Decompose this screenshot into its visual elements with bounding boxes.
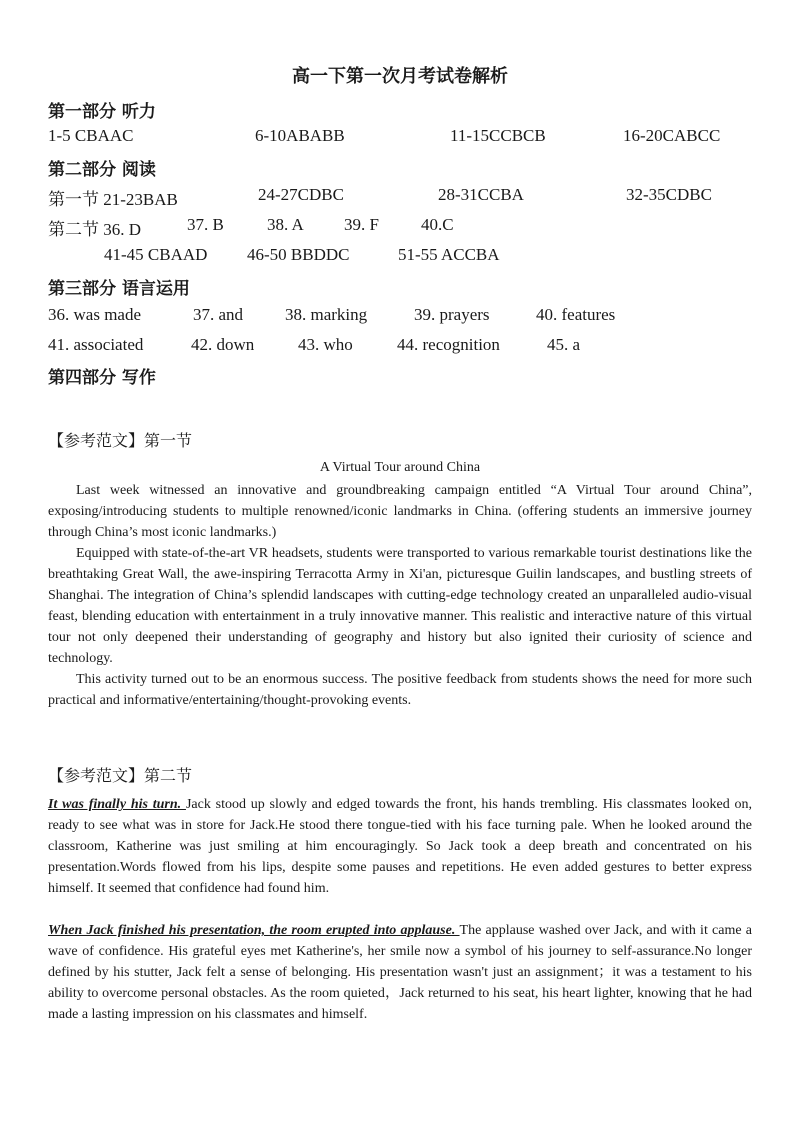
part2-s2-answer-37: 37. B bbox=[187, 215, 224, 234]
part2-s1-answer-3: 28-31CCBA bbox=[438, 185, 524, 204]
essay1-title: A Virtual Tour around China bbox=[319, 460, 481, 475]
part2-s2-answer-36: 第二节 36. D bbox=[48, 220, 142, 239]
part3-answer-38: 38. marking bbox=[285, 305, 368, 324]
part2-heading: 第二部分 阅读 bbox=[48, 160, 156, 180]
essay1-label: 【参考范文】第一节 bbox=[48, 431, 193, 450]
part2-s1-answer-4: 32-35CDBC bbox=[626, 185, 712, 204]
part3-answer-39: 39. prayers bbox=[414, 305, 490, 324]
part1-heading: 第一部分 听力 bbox=[48, 102, 156, 122]
part1-answer-2: 6-10ABABB bbox=[255, 126, 345, 145]
part1-answer-4: 16-20CABCC bbox=[623, 126, 721, 145]
part2-s2-answer-51-55: 51-55 ACCBA bbox=[398, 245, 500, 264]
part3-answer-44: 44. recognition bbox=[397, 335, 500, 354]
part3-answer-45: 45. a bbox=[547, 335, 581, 354]
part2-s2-answer-40: 40.C bbox=[421, 215, 454, 234]
part1-answer-3: 11-15CCBCB bbox=[450, 126, 546, 145]
part3-answer-36: 36. was made bbox=[48, 305, 142, 324]
part2-s1-answer-2: 24-27CDBC bbox=[258, 185, 344, 204]
part3-answer-42: 42. down bbox=[191, 335, 255, 354]
part2-s2-answer-39: 39. F bbox=[344, 215, 379, 234]
page-title: 高一下第一次月考试卷解析 bbox=[292, 66, 508, 87]
part3-answer-41: 41. associated bbox=[48, 335, 144, 354]
essay2-paragraph-1-body: Jack stood up slowly and edged towards the front, his hands trembling. His classmates looked on, ready to see what was in store for Jack.He stood there tongue-tied with his face turning pale. When he looked around the classroom, Katherine was just smiling at him encouragingly. So Jack took a deep breath and concentrated on his presentation.Words flowed from his lips, despite some pauses and repetitions. He even added gestures to better express himself. It seemed that confidence had found him. bbox=[48, 797, 752, 896]
essay2-paragraph-2-lead: When Jack finished his presentation, the room erupted into applause. bbox=[48, 923, 460, 938]
essay2-paragraph-2-body: The applause washed over Jack, and with it came a wave of confidence. His grateful eyes met Katherine's, her smile now a symbol of his journey to self-assurance.No longer defined by his stutter, Jack felt a sense of belonging. His presentation wasn't just an assignment；it was a testament to his ability to overcome personal obstacles. As the room quieted，Jack returned to his seat, his heart lighter, knowing that he had made a lasting impression on his classmates and himself. bbox=[48, 923, 752, 1022]
essay2-paragraph-1-lead: It was finally his turn. bbox=[48, 797, 186, 812]
essay2-paragraph-2 bbox=[48, 920, 752, 1025]
essay2-label: 【参考范文】第二节 bbox=[48, 766, 193, 785]
essay2-paragraph-1 bbox=[48, 794, 752, 899]
part2-s2-answer-41-45: 41-45 CBAAD bbox=[104, 245, 208, 264]
part3-answer-40: 40. features bbox=[536, 305, 616, 324]
part4-heading: 第四部分 写作 bbox=[48, 368, 156, 388]
essay1-paragraph-3: This activity turned out to be an enormous success. The positive feedback from students shows the need for more such practical and informative/entertaining/thought-provoking events. bbox=[48, 672, 752, 708]
essay1-paragraph-1: Last week witnessed an innovative and groundbreaking campaign entitled “A Virtual Tour around China”, exposing/introducing students to multiple renowned/iconic landmarks in China. (offering students an immersive journey through China’s most iconic landmarks.) bbox=[48, 483, 752, 540]
part3-answer-37: 37. and bbox=[193, 305, 244, 324]
part1-answer-1: 1-5 CBAAC bbox=[48, 126, 134, 145]
part3-answer-43: 43. who bbox=[298, 335, 353, 354]
part3-heading: 第三部分 语言运用 bbox=[48, 279, 190, 299]
part2-s1-answer-1: 第一节 21-23BAB bbox=[48, 190, 178, 209]
part2-s2-answer-46-50: 46-50 BBDDC bbox=[247, 245, 350, 264]
part2-s2-answer-38: 38. A bbox=[267, 215, 304, 234]
essay1-paragraph-2: Equipped with state-of-the-art VR headsets, students were transported to various remarkable tourist destinations like the breathtaking Great Wall, the awe-inspiring Terracotta Army in Xi'an, picturesque Guilin landscapes, and bustling streets of Shanghai. The integration of China’s splendid landscapes with cutting-edge technology created an unparalleled audio-visual feast, blending education with entertainment in a truly innovative manner. This realistic and interactive nature of this virtual tour not only deepened their understanding of geography and history but also ignited their curiosity of science and technology. bbox=[48, 546, 752, 666]
